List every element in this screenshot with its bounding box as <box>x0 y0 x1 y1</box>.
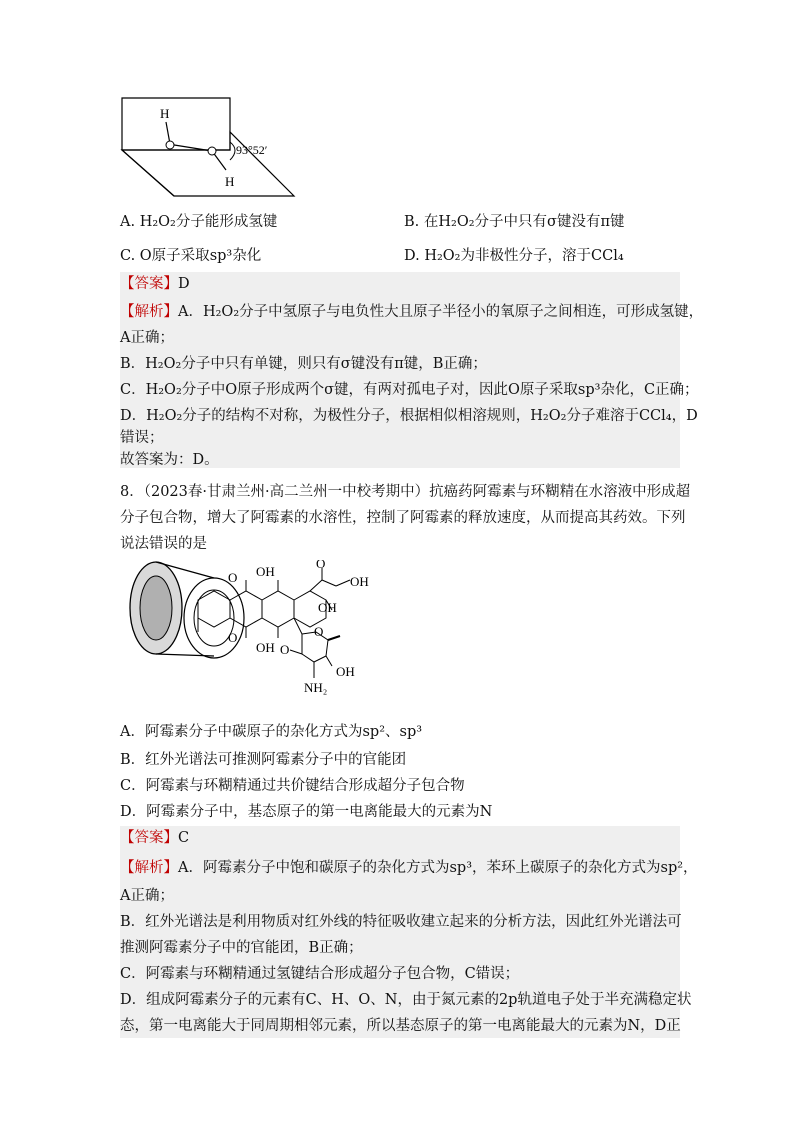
q7-analysis-line: C．H₂O₂分子中O原子形成两个σ键，有两对孤电子对，因此O原子采取sp³杂化，C正确； <box>120 382 699 398</box>
q8-analysis-line: 【解析】A．阿霉素分子中饱和碳原子的杂化方式为sp³，苯环上碳原子的杂化方式为sp²， <box>120 860 698 876</box>
q8-stem-line: 8．（2023春·甘肃兰州·高二兰州一中校考期中）抗癌药阿霉素与环糊精在水溶液中形成超 <box>120 484 691 500</box>
q7-analysis-line: 故答案为：D。 <box>120 452 219 468</box>
angle-label: 93°52′ <box>236 143 268 157</box>
q7-option-d[interactable]: D. H₂O₂为非极性分子，溶于CCl₄ <box>404 248 624 264</box>
oh-label: OH <box>350 574 369 589</box>
doxorubicin-cyclodextrin-figure <box>118 560 418 710</box>
o-label: O <box>316 560 326 571</box>
q7-option-a[interactable]: A. H₂O₂分子能形成氢键 <box>120 214 278 230</box>
q7-analysis-line: D．H₂O₂分子的结构不对称，为极性分子，根据相似相溶规则，H₂O₂分子难溶于CCl₄，D <box>120 408 698 424</box>
h2o2-structure-figure <box>118 92 298 200</box>
q8-analysis-line: C．阿霉素与环糊精通过氢键结合形成超分子包合物，C错误； <box>120 966 520 982</box>
oh-label: OH <box>256 640 275 655</box>
q8-option-b[interactable]: B．红外光谱法可推测阿霉素分子中的官能团 <box>120 752 407 768</box>
q8-analysis-line: D．组成阿霉素分子的元素有C、H、O、N，由于氮元素的2p轨道电子处于半充满稳定状 <box>120 992 692 1008</box>
q8-option-c[interactable]: C．阿霉素与环糊精通过共价键结合形成超分子包合物 <box>120 778 465 794</box>
o-label: O <box>228 630 238 645</box>
q8-analysis-line: B．红外光谱法是利用物质对红外线的特征吸收建立起来的分析方法，因此红外光谱法可 <box>120 914 682 930</box>
oh-label: OH <box>256 564 275 579</box>
q8-analysis-line: A正确； <box>120 888 174 904</box>
q7-analysis-line: A正确； <box>120 330 174 346</box>
q7-analysis-line: B．H₂O₂分子中只有单键，则只有σ键没有π键，B正确； <box>120 356 487 372</box>
oh-label: OH <box>318 600 337 615</box>
oh-label: OH <box>336 664 355 679</box>
q8-option-a[interactable]: A．阿霉素分子中碳原子的杂化方式为sp²、sp³ <box>120 724 423 740</box>
q8-analysis-line: 态，第一电离能大于同周期相邻元素，所以基态原子的第一电离能最大的元素为N，D正 <box>120 1018 681 1034</box>
h-bottom-label: H <box>225 174 235 189</box>
q7-option-c[interactable]: C. O原子采取sp³杂化 <box>120 248 262 264</box>
q7-answer: 【答案】D <box>120 276 190 292</box>
q7-analysis-line: 错误； <box>120 430 164 446</box>
o-label: O <box>228 570 238 585</box>
q8-analysis-line: 推测阿霉素分子中的官能团，B正确； <box>120 940 363 956</box>
q8-stem-line: 说法错误的是 <box>120 536 207 552</box>
q8-answer: 【答案】C <box>120 830 190 846</box>
q8-stem-line: 分子包合物，增大了阿霉素的水溶性，控制了阿霉素的释放速度，从而提高其药效。下列 <box>120 510 686 526</box>
nh2-label: NH₂ <box>304 680 328 695</box>
q7-option-b[interactable]: B. 在H₂O₂分子中只有σ键没有π键 <box>404 214 625 230</box>
o-label: O <box>314 624 324 639</box>
q7-analysis-line: 【解析】A．H₂O₂分子中氢原子与电负性大且原子半径小的氧原子之间相连，可形成氢键， <box>120 304 704 320</box>
o-label: O <box>280 642 290 657</box>
h-top-label: H <box>160 106 170 121</box>
q8-option-d[interactable]: D．阿霉素分子中，基态原子的第一电离能最大的元素为N <box>120 804 493 820</box>
